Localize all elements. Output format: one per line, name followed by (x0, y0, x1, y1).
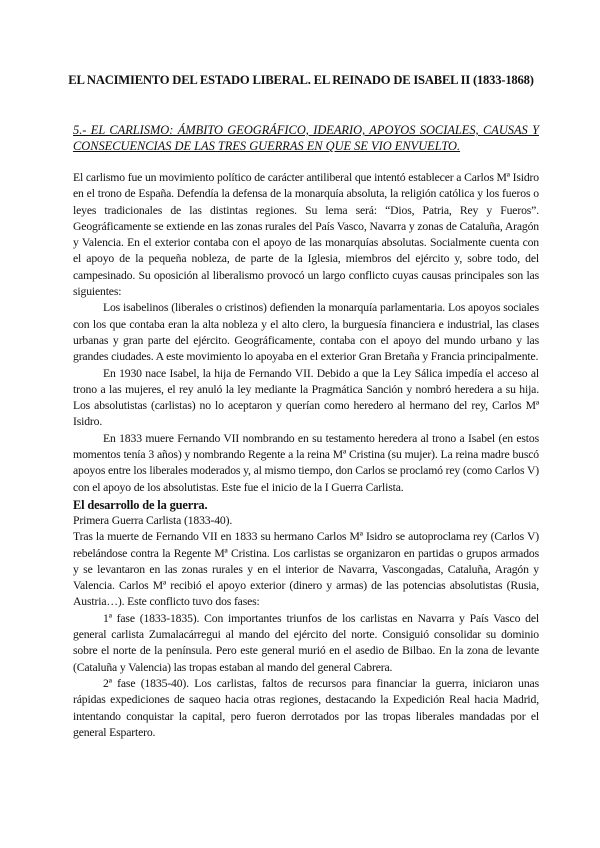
paragraph-first-war: Tras la muerte de Fernando VII en 1833 su hermano Carlos Mª Isidro se autoproclama rey (Carlos V) rebelándose contra la Regente Mª Cristina. Los carlistas se organizaron en partidas o grupos armados y se levantaron en las zonas rurales y en el interior de Navarra, Vascongadas, Cataluña, Aragón y Valencia. Carlos Mª recibió el apoyo exterior (dinero y armas) de las potencias absolutistas (Rusia, Austria…). Este conflicto tuvo dos fases: (73, 530, 539, 609)
first-war-label: Primera Guerra Carlista (1833-40). (73, 513, 233, 527)
paragraph-death-fernando: En 1833 muere Fernando VII nombrando en su testamento heredera al trono a Isabel (en estos momentos tenía 3 años) y nombrando Regente a la reina Mª Cristina (su mujer). La reina madre buscó apoyos entre los liberales moderados y, al mismo tiempo, don Carlos se proclamó rey (como Carlos V) con el apoyo de los absolutistas. Este fue el inicio de la I Guerra Carlista. (73, 431, 539, 494)
section-heading: 5.- EL CARLISMO: ÁMBITO GEOGRÁFICO, IDEARIO, APOYOS SOCIALES, CAUSAS Y CONSECUENCIAS DE LAS TRES GUERRAS EN QUE SE VIO ENVUELTO. (73, 123, 539, 153)
war-development-heading: El desarrollo de la guerra. (73, 497, 208, 512)
document-title: EL NACIMIENTO DEL ESTADO LIBERAL. EL REINADO DE ISABEL II (1833-1868) (68, 73, 534, 87)
document-body (73, 170, 539, 741)
paragraph-first-phase: 1ª fase (1833-1835). Con importantes triunfos de los carlistas en Navarra y País Vasco del general carlista Zumalacárregui al mando del ejército del norte. Consiguió consolidar su dominio sobre el norte de la península. Pero este general murió en el asedio de Bilbao. En la zona de levante (Cataluña y Valencia) las tropas estaban al mando del general Cabrera. (73, 611, 539, 674)
paragraph-birth-isabel: En 1930 nace Isabel, la hija de Fernando VII. Debido a que la Ley Sálica impedía el acceso al trono a las mujeres, el rey anuló la ley mediante la Pragmática Sanción y nombró heredera a su hija. Los absolutistas (carlistas) no lo aceptaron y querían como heredero al hermano del rey, Carlos Mª Isidro. (73, 366, 539, 429)
paragraph-isabelinos: Los isabelinos (liberales o cristinos) defienden la monarquía parlamentaria. Los apoyos sociales con los que contaba eran la alta nobleza y el alto clero, la burguesía financiera e industrial, las clases urbanas y gran parte del ejército. Geográficamente, contaba con el apoyo del mundo urbano y las grandes ciudades. A este movimiento lo apoyaba en el exterior Gran Bretaña y Francia principalmente. (73, 301, 539, 364)
paragraph-second-phase: 2ª fase (1835-40). Los carlistas, faltos de recursos para financiar la guerra, iniciaron unas rápidas expediciones de saqueo hacia otras regiones, destacando la Expedición Real hacia Madrid, intentando conquistar la capital, pero fueron derrotados por las tropas liberales mandadas por el general Espartero. (73, 676, 539, 739)
paragraph-carlismo-intro: El carlismo fue un movimiento político de carácter antiliberal que intentó establecer a Carlos Mª Isidro en el trono de España. Defendía la defensa de la monarquía absoluta, la religión católica y los fueros o leyes tradicionales de las distintas regiones. Su lema será: “Dios, Patria, Rey y Fueros”. Geográficamente se extiende en las zonas rurales del País Vasco, Navarra y zonas de Cataluña, Aragón y Valencia. En el exterior contaba con el apoyo de las monarquías absolutas. Socialmente cuenta con el apoyo de la pequeña nobleza, de parte de la Iglesia, miembros del ejército y, sobre todo, del campesinado. Su oposición al liberalismo provocó un largo conflicto cuyas causas principales son las siguientes: (73, 171, 539, 299)
